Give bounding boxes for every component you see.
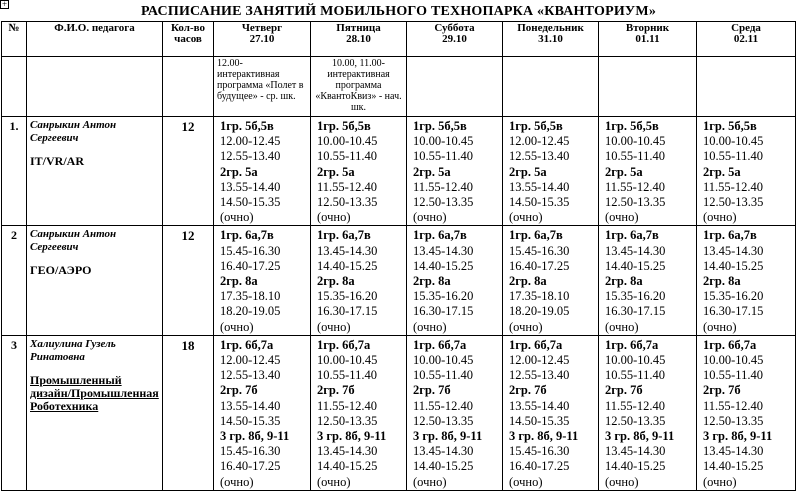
schedule-cell [503,226,599,335]
time-slot: 15.35-16.20 [605,289,666,304]
time-slot: 11.55-12.40 [703,398,763,413]
day-date: 27.10 [249,33,275,45]
time-slot: 12.50-13.35 [317,195,378,210]
schedule-cell [503,335,599,490]
format-label: (очно) [703,319,737,334]
time-slot: 12.50-13.35 [703,195,764,210]
time-slot: 10.55-11.40 [703,368,763,383]
group-label: 1гр. 5б,5в [605,119,659,133]
schedule-cell [214,226,311,335]
group-label: 1гр. 5б,5в [220,119,274,133]
time-slot: 10.00-10.45 [317,134,378,149]
time-slot: 10.55-11.40 [703,149,763,164]
time-slot: 10.55-11.40 [605,149,665,164]
schedule-cell [407,226,503,335]
time-slot: 12.00-12.45 [220,353,281,368]
group-label: 1гр. 5б,5в [703,119,757,133]
group-label: 2гр. 7б [605,383,643,398]
group-label: 2гр. 8а [703,274,741,289]
time-slot: 14.40-15.25 [703,258,764,273]
group-label: 3 гр. 8б, 9-11 [509,429,579,444]
table-row [2,335,796,490]
time-slot: 10.55-11.40 [317,368,377,383]
schedule-cell [599,226,697,335]
time-slot: 10.55-11.40 [605,368,665,383]
group-label: 2гр. 5а [605,164,643,179]
teacher-cell [27,226,163,335]
group-label: 2гр. 7б [317,383,355,398]
time-slot: 12.50-13.35 [317,413,378,428]
time-slot: 12.00-12.45 [220,134,281,149]
format-label: (очно) [220,474,254,489]
time-slot: 13.55-14.40 [220,398,281,413]
schedule-cell [697,117,796,226]
time-slot: 12.55-13.40 [220,149,281,164]
teacher-cell [27,117,163,226]
format-label: (очно) [605,319,639,334]
time-slot: 12.55-13.40 [220,368,281,383]
group-label: 3 гр. 8б, 9-11 [413,429,483,444]
time-slot: 14.40-15.25 [605,258,666,273]
group-label: 3 гр. 8б, 9-11 [703,429,773,444]
time-slot: 10.55-11.40 [413,149,473,164]
time-slot: 14.40-15.25 [413,459,474,474]
time-slot: 16.30-17.15 [317,304,378,319]
group-label: 2гр. 5а [703,164,741,179]
subject-name: IT/VR/AR [30,154,85,168]
time-slot: 16.40-17.25 [220,258,281,273]
format-label: (очно) [605,210,639,225]
format-label: (очно) [509,319,543,334]
time-slot: 14.50-15.35 [220,413,281,428]
row-number: 2 [2,226,27,335]
schedule-cell [311,117,407,226]
schedule-cell [311,226,407,335]
time-slot: 13.45-14.30 [413,243,474,258]
schedule-cell [311,335,407,490]
time-slot: 15.35-16.20 [703,289,764,304]
notes-row [2,57,796,117]
group-label: 1гр. 6а,7в [703,228,757,243]
time-slot: 11.55-12.40 [413,398,473,413]
group-label: 2гр. 7б [220,383,258,398]
day-name: Вторник [625,22,670,34]
day-name: Четверг [241,22,283,34]
time-slot: 13.45-14.30 [703,243,764,258]
time-slot: 10.00-10.45 [605,134,666,149]
time-slot: 12.50-13.35 [413,195,474,210]
time-slot: 15.45-16.30 [220,243,281,258]
time-slot: 13.45-14.30 [605,444,666,459]
group-label: 1гр. 6а,7в [509,228,563,243]
subject-name: Промышленный дизайн/Промышленная Роботехника [30,372,159,413]
group-label: 3 гр. 8б, 9-11 [605,429,675,444]
schedule-cell [599,335,697,490]
format-label: (очно) [413,210,447,225]
time-slot: 16.40-17.25 [509,258,570,273]
day-date: 02.11 [733,33,759,45]
table-move-handle[interactable]: + [1,0,8,9]
hours-count: 12 [163,226,214,335]
time-slot: 18.20-19.05 [220,304,281,319]
group-label: 1гр. 6б,7а [317,337,371,352]
time-slot: 16.40-17.25 [509,459,570,474]
time-slot: 17.35-18.10 [220,289,281,304]
group-label: 2гр. 8а [220,274,258,289]
group-label: 2гр. 5а [317,164,355,179]
row-number: 3 [2,335,27,490]
time-slot: 16.30-17.15 [703,304,764,319]
group-label: 1гр. 6б,7а [220,337,274,352]
day-name: Пятница [336,22,381,34]
time-slot: 10.00-10.45 [605,353,666,368]
time-slot: 10.55-11.40 [317,149,377,164]
time-slot: 12.55-13.40 [509,368,570,383]
time-slot: 16.30-17.15 [605,304,666,319]
group-label: 2гр. 7б [509,383,547,398]
time-slot: 15.35-16.20 [413,289,474,304]
format-label: (очно) [605,474,639,489]
header-day [214,22,311,57]
time-slot: 18.20-19.05 [509,304,570,319]
time-slot: 11.55-12.40 [413,179,473,194]
schedule-cell [599,117,697,226]
time-slot: 16.30-17.15 [413,304,474,319]
table-row [2,226,796,335]
schedule-table [1,21,796,491]
day-name: Среда [731,22,761,34]
time-slot: 13.45-14.30 [703,444,764,459]
group-label: 1гр. 6а,7в [220,228,274,243]
time-slot: 11.55-12.40 [317,179,377,194]
header-day [599,22,697,57]
header-count: Кол-во часов [163,22,214,57]
group-label: 2гр. 8а [317,274,355,289]
group-label: 1гр. 5б,5в [413,119,467,133]
time-slot: 13.45-14.30 [317,243,378,258]
header-teacher: Ф.И.О. педагога [27,22,163,57]
time-slot: 13.55-14.40 [509,398,570,413]
time-slot: 10.00-10.45 [317,353,378,368]
day-name: Понедельник [517,22,584,34]
format-label: (очно) [703,474,737,489]
header-day [407,22,503,57]
group-label: 2гр. 7б [413,383,451,398]
group-label: 2гр. 8а [509,274,547,289]
time-slot: 14.50-15.35 [509,413,570,428]
schedule-cell [407,117,503,226]
time-slot: 14.50-15.35 [509,195,570,210]
time-slot: 12.00-12.45 [509,134,570,149]
time-slot: 13.55-14.40 [220,179,281,194]
time-slot: 13.45-14.30 [317,444,378,459]
format-label: (очно) [509,474,543,489]
group-label: 2гр. 8а [413,274,451,289]
format-label: (очно) [509,210,543,225]
time-slot: 14.40-15.25 [703,459,764,474]
teacher-name: Санрыкин Антон Сергеевич [30,119,117,144]
table-row [2,117,796,226]
group-label: 2гр. 8а [605,274,643,289]
event-note-thursday: 12.00- интерактивная программа «Полет в будущее» - ср. шк. [217,58,304,102]
header-day [311,22,407,57]
time-slot: 14.40-15.25 [317,459,378,474]
time-slot: 10.00-10.45 [703,353,764,368]
time-slot: 12.50-13.35 [605,195,666,210]
time-slot: 11.55-12.40 [605,179,665,194]
format-label: (очно) [413,319,447,334]
day-name: Суббота [434,22,475,34]
time-slot: 10.55-11.40 [413,368,473,383]
hours-count: 18 [163,335,214,490]
format-label: (очно) [317,319,351,334]
header-day [697,22,796,57]
group-label: 1гр. 6б,7а [413,337,467,352]
teacher-cell [27,335,163,490]
schedule-cell [214,117,311,226]
format-label: (очно) [703,210,737,225]
header-row [2,22,796,57]
time-slot: 14.40-15.25 [605,459,666,474]
group-label: 1гр. 6а,7в [317,228,371,243]
time-slot: 13.45-14.30 [413,444,474,459]
format-label: (очно) [317,210,351,225]
schedule-cell [503,117,599,226]
time-slot: 10.00-10.45 [413,134,474,149]
header-num: № [2,22,27,57]
group-label: 2гр. 7б [703,383,741,398]
time-slot: 15.45-16.30 [509,243,570,258]
time-slot: 11.55-12.40 [605,398,665,413]
group-label: 1гр. 5б,5в [509,119,563,133]
time-slot: 11.55-12.40 [317,398,377,413]
group-label: 2гр. 5а [509,164,547,179]
time-slot: 11.55-12.40 [703,179,763,194]
time-slot: 15.35-16.20 [317,289,378,304]
group-label: 3 гр. 8б, 9-11 [220,429,290,444]
page-title: РАСПИСАНИЕ ЗАНЯТИЙ МОБИЛЬНОГО ТЕХНОПАРКА «КВАНТОРИУМ» [140,4,657,19]
time-slot: 15.45-16.30 [220,444,281,459]
time-slot: 15.45-16.30 [509,444,570,459]
teacher-name: Санрыкин Антон Сергеевич [30,228,117,254]
time-slot: 16.40-17.25 [220,459,281,474]
time-slot: 13.55-14.40 [509,179,570,194]
time-slot: 17.35-18.10 [509,289,570,304]
subject-name: ГЕО/АЭРО [30,263,92,278]
group-label: 1гр. 6б,7а [605,337,659,352]
schedule-cell [697,226,796,335]
time-slot: 14.50-15.35 [220,195,281,210]
group-label: 1гр. 5б,5в [317,119,371,133]
teacher-name: Халиулина Гузель Ринатовна [30,337,116,363]
day-date: 28.10 [346,33,371,45]
format-label: (очно) [413,474,447,489]
time-slot: 12.50-13.35 [605,413,666,428]
time-slot: 10.00-10.45 [703,134,764,149]
schedule-cell [697,335,796,490]
group-label: 1гр. 6б,7а [703,337,757,352]
group-label: 2гр. 5а [220,164,258,179]
row-number: 1. [2,117,27,226]
format-label: (очно) [220,210,254,225]
time-slot: 12.55-13.40 [509,149,570,164]
format-label: (очно) [220,319,254,334]
day-date: 29.10 [442,33,467,45]
group-label: 1гр. 6б,7а [509,337,563,352]
group-label: 3 гр. 8б, 9-11 [317,429,387,444]
time-slot: 13.45-14.30 [605,243,666,258]
schedule-cell [214,335,311,490]
time-slot: 14.40-15.25 [317,258,378,273]
time-slot: 14.40-15.25 [413,258,474,273]
group-label: 2гр. 5а [413,164,451,179]
schedule-cell [407,335,503,490]
time-slot: 10.00-10.45 [413,353,474,368]
group-label: 1гр. 6а,7в [605,228,659,243]
time-slot: 12.50-13.35 [703,413,764,428]
day-date: 01.11 [635,33,660,45]
day-date: 31.10 [538,33,563,45]
hours-count: 12 [163,117,214,226]
time-slot: 12.00-12.45 [509,353,570,368]
format-label: (очно) [317,474,351,489]
event-note-friday: 10.00, 11.00- интерактивная программа «КвантоКвиз» - нач. шк. [315,58,402,113]
header-day [503,22,599,57]
time-slot: 12.50-13.35 [413,413,474,428]
group-label: 1гр. 6а,7в [413,228,467,243]
